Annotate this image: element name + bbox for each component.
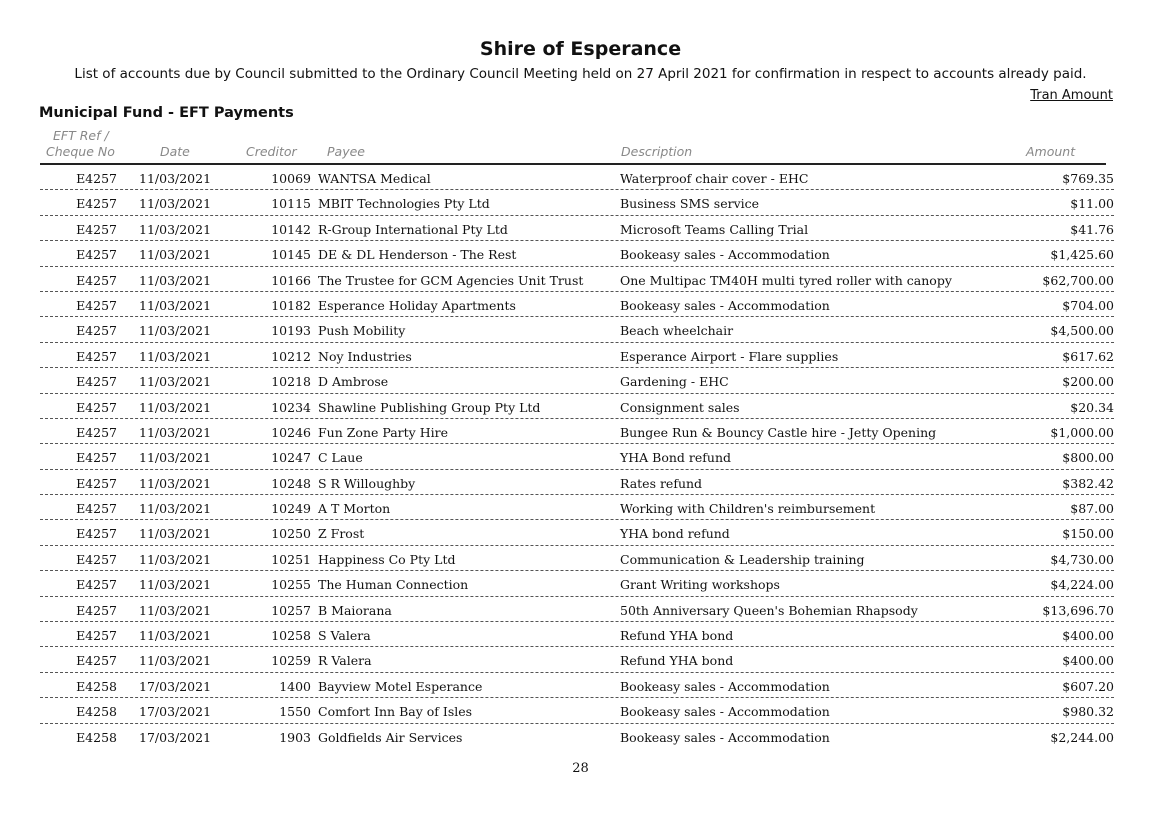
table-row (40, 368, 1114, 393)
table-row (40, 216, 1114, 241)
cell-creditor: 1550 (279, 704, 311, 720)
cell-payee: S Valera (318, 628, 371, 644)
column-header-description: Description (621, 144, 693, 159)
cell-payee: Bayview Motel Esperance (318, 678, 483, 694)
cell-ref: E4258 (76, 678, 117, 694)
cell-payee: R Valera (318, 653, 372, 669)
section-heading: Municipal Fund - EFT Payments (39, 105, 294, 121)
cell-description: Grant Writing workshops (620, 577, 780, 593)
cell-payee: DE & DL Henderson - The Rest (318, 247, 517, 263)
cell-ref: E4257 (76, 297, 117, 313)
cell-ref: E4257 (76, 551, 117, 567)
cell-creditor: 10212 (271, 348, 311, 364)
cell-date: 11/03/2021 (139, 475, 212, 491)
cell-amount: $20.34 (1070, 399, 1114, 415)
cell-date: 11/03/2021 (139, 526, 212, 542)
cell-payee: Esperance Holiday Apartments (318, 297, 516, 313)
table-row (40, 444, 1114, 469)
cell-description: Bungee Run & Bouncy Castle hire - Jetty Opening (620, 424, 937, 440)
cell-creditor: 10249 (271, 501, 311, 517)
cell-date: 11/03/2021 (139, 247, 212, 263)
cell-payee: Push Mobility (318, 323, 406, 339)
cell-amount: $4,224.00 (1050, 577, 1114, 593)
column-header-payee: Payee (327, 144, 365, 159)
cell-ref: E4257 (76, 526, 117, 542)
cell-date: 11/03/2021 (139, 221, 212, 237)
cell-amount: $704.00 (1062, 297, 1114, 313)
cell-description: Refund YHA bond (620, 653, 734, 669)
tran-amount-label: Tran Amount (1030, 88, 1113, 103)
table-row (40, 165, 1114, 190)
table-row (40, 724, 1114, 748)
cell-ref: E4257 (76, 399, 117, 415)
cell-description: YHA Bond refund (620, 450, 731, 466)
cell-date: 17/03/2021 (139, 729, 212, 745)
cell-description: Bookeasy sales - Accommodation (620, 247, 830, 263)
cell-amount: $62,700.00 (1042, 272, 1114, 288)
cell-description: Rates refund (620, 475, 703, 491)
cell-payee: Z Frost (318, 526, 365, 542)
cell-ref: E4257 (76, 577, 117, 593)
cell-amount: $980.32 (1062, 704, 1114, 720)
cell-payee: R-Group International Pty Ltd (318, 221, 508, 237)
cell-description: Bookeasy sales - Accommodation (620, 678, 830, 694)
cell-description: Business SMS service (620, 196, 760, 212)
cell-date: 11/03/2021 (139, 424, 212, 440)
cell-amount: $607.20 (1062, 678, 1114, 694)
cell-creditor: 10142 (271, 221, 311, 237)
cell-date: 11/03/2021 (139, 297, 212, 313)
cell-description: Esperance Airport - Flare supplies (620, 348, 839, 364)
cell-ref: E4257 (76, 628, 117, 644)
cell-amount: $4,730.00 (1050, 551, 1114, 567)
cell-payee: Happiness Co Pty Ltd (318, 551, 456, 567)
cell-ref: E4258 (76, 704, 117, 720)
cell-ref: E4257 (76, 501, 117, 517)
cell-amount: $150.00 (1062, 526, 1114, 542)
cell-amount: $4,500.00 (1050, 323, 1114, 339)
cell-creditor: 10069 (271, 171, 311, 186)
cell-date: 11/03/2021 (139, 196, 212, 212)
cell-amount: $769.35 (1062, 171, 1114, 186)
cell-ref: E4257 (76, 653, 117, 669)
cell-ref: E4257 (76, 221, 117, 237)
cell-ref: E4257 (76, 247, 117, 263)
table-row (40, 546, 1114, 571)
table-row (40, 673, 1114, 698)
cell-creditor: 10145 (271, 247, 311, 263)
table-row (40, 190, 1114, 215)
cell-date: 11/03/2021 (139, 602, 212, 618)
cell-amount: $13,696.70 (1042, 602, 1114, 618)
cell-payee: Noy Industries (318, 348, 412, 364)
cell-amount: $617.62 (1062, 348, 1114, 364)
cell-ref: E4257 (76, 450, 117, 466)
cell-ref: E4257 (76, 272, 117, 288)
cell-description: One Multipac TM40H multi tyred roller with canopy (620, 272, 952, 288)
cell-amount: $200.00 (1062, 374, 1114, 390)
cell-creditor: 10193 (271, 323, 311, 339)
table-row (40, 698, 1114, 723)
cell-description: Consignment sales (620, 399, 740, 415)
cell-date: 17/03/2021 (139, 678, 212, 694)
cell-date: 11/03/2021 (139, 501, 212, 517)
cell-amount: $87.00 (1070, 501, 1114, 517)
cell-date: 17/03/2021 (139, 704, 212, 720)
cell-description: Waterproof chair cover - EHC (620, 171, 809, 186)
cell-amount: $382.42 (1062, 475, 1114, 491)
cell-creditor: 10247 (271, 450, 311, 466)
cell-payee: Comfort Inn Bay of Isles (318, 704, 473, 720)
table-row (40, 571, 1114, 596)
cell-ref: E4257 (76, 374, 117, 390)
cell-ref: E4257 (76, 196, 117, 212)
cell-creditor: 10258 (271, 628, 311, 644)
table-row (40, 622, 1114, 647)
cell-payee: Shawline Publishing Group Pty Ltd (318, 399, 541, 415)
table-row (40, 241, 1114, 266)
cell-ref: E4257 (76, 323, 117, 339)
cell-amount: $41.76 (1070, 221, 1114, 237)
cell-payee: Goldfields Air Services (318, 729, 463, 745)
cell-description: Communication & Leadership training (620, 551, 865, 567)
cell-creditor: 10248 (271, 475, 311, 491)
cell-description: Bookeasy sales - Accommodation (620, 729, 830, 745)
cell-payee: B Maiorana (318, 602, 392, 618)
cell-date: 11/03/2021 (139, 399, 212, 415)
cell-description: Refund YHA bond (620, 628, 734, 644)
cell-creditor: 10259 (271, 653, 311, 669)
cell-description: Beach wheelchair (620, 323, 734, 339)
cell-payee: C Laue (318, 450, 363, 466)
cell-creditor: 10218 (271, 374, 311, 390)
cell-date: 11/03/2021 (139, 323, 212, 339)
cell-amount: $1,000.00 (1050, 424, 1114, 440)
table-row (40, 495, 1114, 520)
cell-ref: E4257 (76, 424, 117, 440)
cell-description: Gardening - EHC (620, 374, 729, 390)
cell-ref: E4257 (76, 475, 117, 491)
cell-creditor: 1903 (279, 729, 311, 745)
table-row (40, 419, 1114, 444)
table-row (40, 394, 1114, 419)
cell-creditor: 10166 (271, 272, 311, 288)
cell-amount: $11.00 (1070, 196, 1114, 212)
cell-payee: A T Morton (318, 501, 391, 517)
cell-description: Bookeasy sales - Accommodation (620, 704, 830, 720)
cell-date: 11/03/2021 (139, 171, 212, 186)
cell-creditor: 1400 (279, 678, 311, 694)
cell-amount: $400.00 (1062, 653, 1114, 669)
cell-date: 11/03/2021 (139, 374, 212, 390)
cell-date: 11/03/2021 (139, 628, 212, 644)
cell-date: 11/03/2021 (139, 450, 212, 466)
table-row (40, 317, 1114, 342)
cell-creditor: 10234 (271, 399, 311, 415)
payments-table (40, 165, 1114, 748)
cell-payee: MBIT Technologies Pty Ltd (318, 196, 490, 212)
cell-amount: $2,244.00 (1050, 729, 1114, 745)
page-subtitle: List of accounts due by Council submitted to the Ordinary Council Meeting held on 27 April 2021 for confirmation in respect to accounts already paid. (74, 66, 1087, 82)
table-row (40, 292, 1114, 317)
table-row (40, 267, 1114, 292)
cell-ref: E4258 (76, 729, 117, 745)
cell-creditor: 10115 (271, 196, 311, 212)
cell-creditor: 10250 (271, 526, 311, 542)
table-row (40, 520, 1114, 545)
cell-date: 11/03/2021 (139, 577, 212, 593)
cell-date: 11/03/2021 (139, 272, 212, 288)
cell-payee: S R Willoughby (318, 475, 416, 491)
cell-description: 50th Anniversary Queen's Bohemian Rhapsody (620, 602, 918, 618)
cell-date: 11/03/2021 (139, 653, 212, 669)
cell-creditor: 10257 (271, 602, 311, 618)
cell-description: Working with Children's reimbursement (620, 501, 876, 517)
cell-ref: E4257 (76, 171, 117, 186)
page-number: 28 (572, 761, 589, 776)
cell-date: 11/03/2021 (139, 348, 212, 364)
cell-date: 11/03/2021 (139, 551, 212, 567)
cell-amount: $400.00 (1062, 628, 1114, 644)
table-row (40, 597, 1114, 622)
cell-payee: The Trustee for GCM Agencies Unit Trust (318, 272, 584, 288)
cell-amount: $800.00 (1062, 450, 1114, 466)
cell-description: Bookeasy sales - Accommodation (620, 297, 830, 313)
cell-payee: D Ambrose (318, 374, 389, 390)
column-header-ref-line2: Cheque No (46, 144, 115, 159)
cell-payee: WANTSA Medical (318, 171, 431, 186)
cell-payee: The Human Connection (318, 577, 469, 593)
page-title: Shire of Esperance (479, 38, 682, 60)
column-header-ref-line1: EFT Ref / (53, 128, 109, 143)
table-row (40, 343, 1114, 368)
cell-creditor: 10246 (271, 424, 311, 440)
cell-creditor: 10255 (271, 577, 311, 593)
cell-ref: E4257 (76, 348, 117, 364)
table-row (40, 647, 1114, 672)
table-row (40, 470, 1114, 495)
cell-amount: $1,425.60 (1050, 247, 1114, 263)
cell-ref: E4257 (76, 602, 117, 618)
column-header-date: Date (160, 144, 190, 159)
cell-creditor: 10182 (271, 297, 311, 313)
cell-description: YHA bond refund (620, 526, 730, 542)
column-header-amount: Amount (1026, 144, 1076, 159)
cell-description: Microsoft Teams Calling Trial (620, 221, 809, 237)
cell-payee: Fun Zone Party Hire (318, 424, 448, 440)
cell-creditor: 10251 (271, 551, 311, 567)
column-header-creditor: Creditor (246, 144, 297, 159)
